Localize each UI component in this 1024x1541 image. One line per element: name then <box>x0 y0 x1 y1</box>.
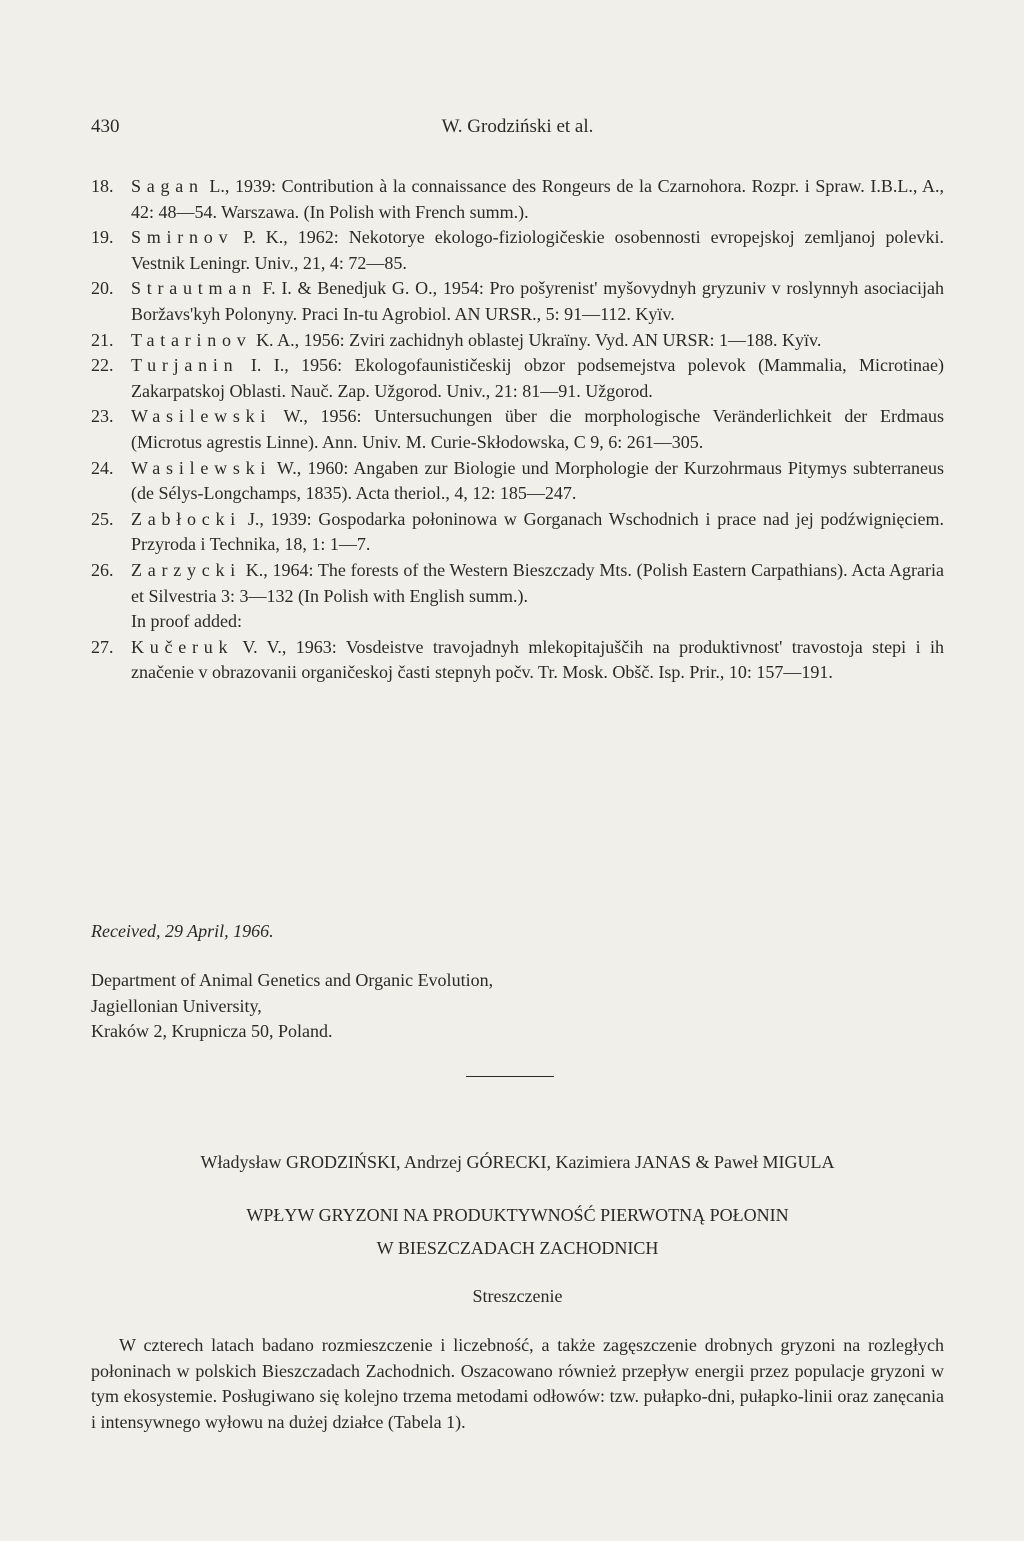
reference-number: 24. <box>91 457 114 478</box>
reference-list <box>91 174 944 686</box>
reference-item <box>91 404 944 455</box>
reference-author: Strautman <box>131 278 257 299</box>
page-header <box>91 116 944 142</box>
reference-item <box>91 276 944 327</box>
reference-text: V. V., 1963: Vosdeistve travojadnyh mlekopitajuščih na produktivnost' travostoja stepi i ih značenie v obrazovanii organičeskoj časti stepnyh počv. Tr. Mosk. Obšč. Isp. Prir., 10: 157—191. <box>131 636 944 683</box>
received-date: Received, 29 April, 1966. <box>91 921 274 941</box>
reference-item <box>91 225 944 276</box>
reference-text: K., 1964: The forests of the Western Bieszczady Mts. (Polish Eastern Carpathians). Acta Agraria et Silvestria 3: 3—132 (In Polish with English summ.). <box>131 559 944 606</box>
reference-number: 21. <box>91 329 114 350</box>
reference-item <box>91 353 944 404</box>
reference-number: 18. <box>91 176 114 196</box>
reference-item <box>91 328 944 354</box>
reference-text: J., 1939: Gospodarka połoninowa w Gorganach Wschodnich i prace nad jej podźwignięciem. Przyroda i Technika, 18, 1: 1—7. <box>131 508 944 555</box>
affiliation-address <box>91 968 493 1045</box>
reference-author: Wasilewski <box>131 406 272 427</box>
reference-number: 20. <box>91 278 114 299</box>
reference-item <box>91 507 944 558</box>
reference-number: 19. <box>91 227 114 248</box>
reference-text: K. A., 1956: Zviri zachidnyh oblastej Ukraïny. Vyd. AN URSR: 1—188. Kyïv. <box>251 329 822 350</box>
summary-subheading: Streszczenie <box>472 1286 563 1306</box>
reference-text: I. I., 1956: Ekologofaunističeskij obzor podsemejstva polevok (Mammalia, Microtinae) Zakarpatskoj Oblasti. Nauč. Zap. Užgorod. Univ., 21: 81—91. Užgorod. <box>131 355 944 401</box>
reference-author: Wasilewski <box>131 457 272 478</box>
reference-text: P. K., 1962: Nekotorye ekologo-fiziologičeskie osobennosti evropejskoj zemljanoj polevki. Vestnik Leningr. Univ., 21, 4: 72—85. <box>131 227 944 273</box>
reference-author: Zarzycki <box>131 559 242 580</box>
reference-text: W., 1956: Untersuchungen über die morphologische Veränderlichkeit der Erdmaus (Microtus agrestis Linne). Ann. Univ. M. Curie-Skłodowska, C 9, 6: 261—305. <box>131 406 944 452</box>
address-line: Jagiellonian University, <box>91 995 262 1016</box>
reference-author: Kučeruk <box>131 636 234 657</box>
reference-number: 22. <box>91 355 114 376</box>
proof-note: In proof added: <box>131 611 242 632</box>
reference-author: Sagan <box>131 176 204 196</box>
reference-number: 27. <box>91 636 114 657</box>
reference-author: Smirnov <box>131 227 234 248</box>
section-divider <box>466 1076 554 1077</box>
reference-text: F. I. & Benedjuk G. O., 1954: Pro pošyrenist' myšovydnyh gryzuniv v roslynnyh asociacijah Boržavs'kyh Polonyny. Praci In-tu Agrobiol. AN URSR., 5: 91—112. Kyïv. <box>131 278 944 324</box>
reference-text: W., 1960: Angaben zur Biologie und Morphologie der Kurzohrmaus Pitymys subterraneus (de Sélys-Longchamps, 1835). Acta theriol., 4, 12: 185—247. <box>131 457 944 504</box>
address-line: Kraków 2, Krupnicza 50, Poland. <box>91 1021 333 1042</box>
summary-authors: Władysław GRODZIŃSKI, Andrzej GÓRECKI, Kazimiera JANAS & Paweł MIGULA <box>200 1152 835 1172</box>
summary-title <box>91 1199 944 1265</box>
reference-item <box>91 456 944 507</box>
reference-author: Tatarinov <box>131 329 252 350</box>
reference-number: 23. <box>91 406 114 427</box>
reference-text: L., 1939: Contribution à la connaissance des Rongeurs de la Czarnohora. Rozpr. i Spraw. I.B.L., A., 42: 48—54. Warszawa. (In Polish with French summ.). <box>131 176 944 222</box>
running-title: W. Grodziński et al. <box>441 116 594 137</box>
reference-number: 26. <box>91 559 114 580</box>
reference-author: Zabłocki <box>131 508 242 529</box>
reference-item <box>91 558 944 609</box>
reference-author: Turjanin <box>131 355 239 376</box>
summary-title-line: W BIESZCZADACH ZACHODNICH <box>376 1238 659 1258</box>
reference-item <box>91 635 944 686</box>
summary-abstract: W czterech latach badano rozmieszczenie i liczebność, a także zagęszczenie drobnych gryzoni na rozległych połoninach w polskich Bieszczadach Zachodnich. Oszacowano również przepływ energii przez populacje gryzoni w tym ekosystemie. Posługiwano się kolejno trzema metodami odłowów: tzw. pułapko-dni, pułapko-linii oraz zanęcania i intensywnego wyłowu na dużej działce (Tabela 1). <box>91 1335 944 1432</box>
summary-title-line: WPŁYW GRYZONI NA PRODUKTYWNOŚĆ PIERWOTNĄ POŁONIN <box>246 1205 789 1225</box>
reference-number: 25. <box>91 508 114 529</box>
address-line: Department of Animal Genetics and Organic Evolution, <box>91 970 494 990</box>
reference-item <box>91 174 944 225</box>
page-number: 430 <box>91 116 120 137</box>
